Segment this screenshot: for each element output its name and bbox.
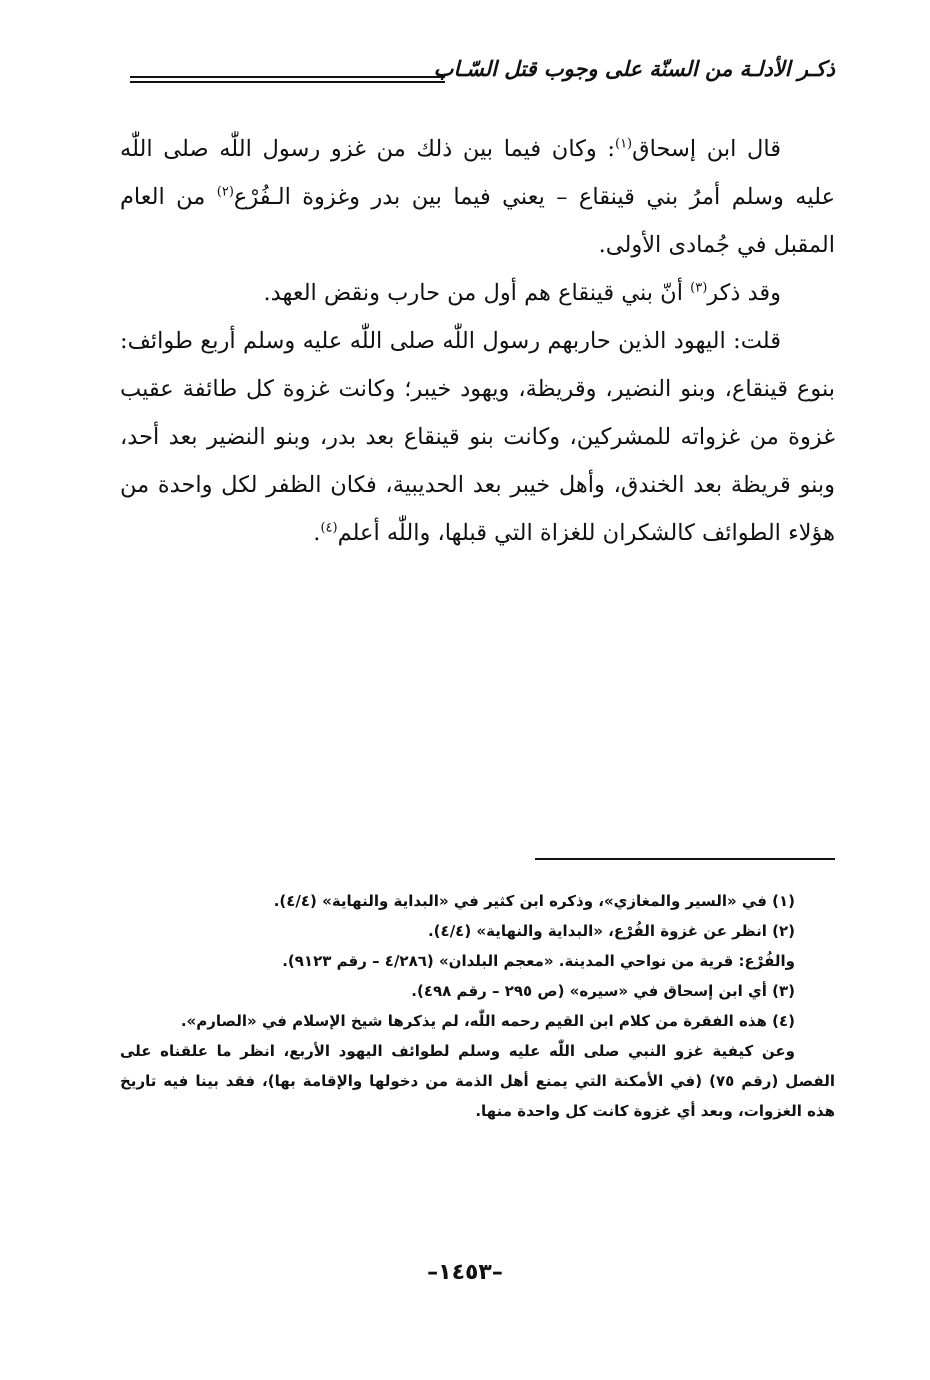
paragraph-2: وقد ذكر$^{(٣)}$ أنّ بني قينقاع هم أول من حارب ونقض العهد. (263, 280, 781, 306)
footnote-4: (٤) هذه الفقرة من كلام ابن القيم رحمه اللّٰه، لم يذكرها شيخ الإسلام في «الصارم». (180, 1012, 795, 1030)
footnote-separator (535, 858, 835, 860)
footnote-2: (٢) انظر عن غزوة الفُرْع، «البداية والنهاية» (٤/٤). (427, 922, 795, 940)
footnote-3: (٣) أي ابن إسحاق في «سيره» (ص ٢٩٥ – رقم ٤٩٨). (411, 982, 795, 1000)
footnote-ref-3: (٣) (690, 280, 708, 296)
footnote-2-continuation: والفُرْع: قرية من نواحي المدينة. «معجم البلدان» (٤/٢٨٦ – رقم ٩١٢٣). (282, 952, 795, 970)
header-title: ذكـر الأدلـة من السنّة على وجوب قتل السّـاب (433, 57, 835, 81)
main-text (120, 125, 835, 557)
footnote-4-continuation: وعن كيفية غزو النبي صلى اللّٰه عليه وسلم لطوائف اليهود الأربع، انظر ما علقناه على الفصل (رقم ٧٥) (في الأمكنة التي يمنع أهل الذمة من دخولها والإقامة بها)، فقد بينا فيه تاريخ هذه الغزوات، وبعد أي غزوة كانت كل واحدة منها. (120, 1042, 836, 1120)
paragraph-1: قال ابن إسحاق$^{(١)}$: وكان فيما بين ذلك من غزو رسول اللّٰه صلى اللّٰه عليه وسلم أمرُ بني قينقاع – يعني فيما بين بدر وغزوة الـفُرْع$^{(٢)}$ من العام المقبل في جُمادى الأولى. (120, 136, 836, 258)
footnote-ref-4: (٤) (320, 520, 338, 536)
paragraph-3: قلت: اليهود الذين حاربهم رسول اللّٰه صلى اللّٰه عليه وسلم أربع طوائف: بنوع قينقاع، وبنو النضير، وقريظة، ويهود خيبر؛ وكانت غزوة كل طائفة عقيب غزوة من غزواته للمشركين، وكانت بنو قينقاع بعد بدر، وبنو النضير بعد أحد، وبنو قريظة بعد الخندق، وأهل خيبر بعد الحديبية، فكان الظفر لكل واحدة من هؤلاء الطوائف كالشكران للغزاة التي قبلها، واللّٰه أعلم$^{(٤)}$. (120, 328, 835, 546)
header-double-rule (130, 76, 445, 83)
running-header (130, 52, 835, 96)
footnotes (120, 886, 835, 1126)
page-number: –١٤٥٣– (427, 1260, 503, 1285)
footnote-1: (١) في «السير والمغازي»، وذكره ابن كثير في «البداية والنهاية» (٤/٤). (273, 892, 795, 910)
footnote-ref-1: (١) (614, 136, 633, 152)
footnote-ref-2: (٢) (216, 184, 234, 200)
